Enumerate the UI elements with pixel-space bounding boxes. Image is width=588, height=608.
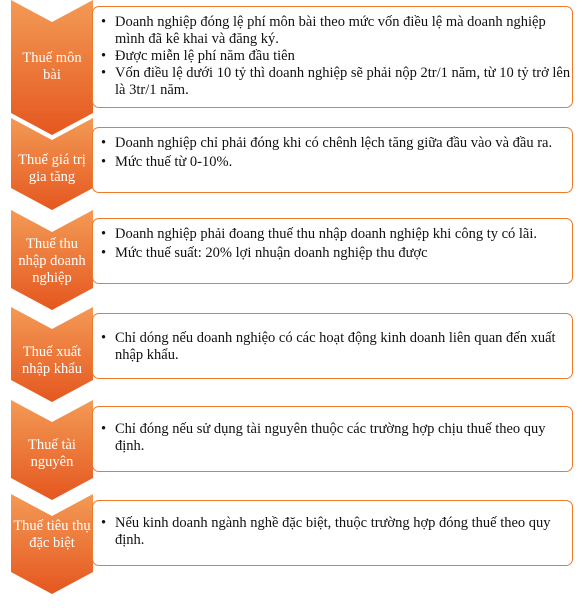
label-xnk: Thuế xuất nhập khẩu: [22, 344, 82, 377]
label-ttdb: Thuế tiêu thụ đặc biệt: [13, 518, 91, 551]
bullet-gtgt-1: • Doanh nghiệp chỉ phải đóng khi có chênh lệch tăng giữa đầu vào và đầu ra.: [115, 135, 572, 152]
bullet-tndn-1: • Doanh nghiệp phải đoang thuế thu nhập doanh nghiệp khi công ty có lãi.: [115, 226, 572, 243]
label-gtgt: Thuế giá trị gia tăng: [18, 152, 86, 185]
box-gtgt: [92, 127, 573, 193]
box-tai-nguyen: [92, 406, 573, 472]
bullet-mon-bai-3: • Vốn điều lệ dưới 10 tỷ thì doanh nghiệp sẽ phải nộp 2tr/1 năm, từ 10 tỷ trở lên là 3tr/1 năm.: [115, 65, 572, 99]
bullet-xnk-1: • Chỉ dóng nếu doanh nghiệo có các hoạt động kinh doanh liên quan đến xuất nhập khẩu.: [115, 330, 572, 364]
bullet-ttdb-1: • Nếu kinh doanh ngành nghề đặc biệt, thuộc trường hợp đóng thuế theo quy định.: [115, 515, 572, 549]
bullet-mon-bai-1: • Doanh nghiệp đóng lệ phí môn bài theo mức vốn điều lệ mà doanh nghiệp mình đã kê khai và đăng ký.: [115, 14, 572, 48]
label-tndn: Thuế thu nhập doanh nghiệp: [18, 236, 86, 286]
label-mon-bai: Thuế môn bài: [22, 50, 82, 83]
bullet-tai-nguyen-1: • Chỉ đóng nếu sử dụng tài nguyên thuộc các trường hợp chịu thuế theo quy định.: [115, 421, 572, 455]
box-xnk: [92, 313, 573, 379]
box-tndn: [92, 218, 573, 284]
bullet-tndn-2: • Mức thuế suất: 20% lợi nhuận doanh nghiệp thu được: [115, 245, 572, 262]
bullet-gtgt-2: • Mức thuế từ 0-10%.: [115, 154, 572, 171]
bullet-mon-bai-2: • Được miễn lệ phí năm đầu tiên: [115, 48, 572, 65]
label-tai-nguyen: Thuế tài nguyên: [28, 437, 76, 470]
box-ttdb: [92, 500, 573, 566]
box-mon-bai: [92, 6, 573, 108]
